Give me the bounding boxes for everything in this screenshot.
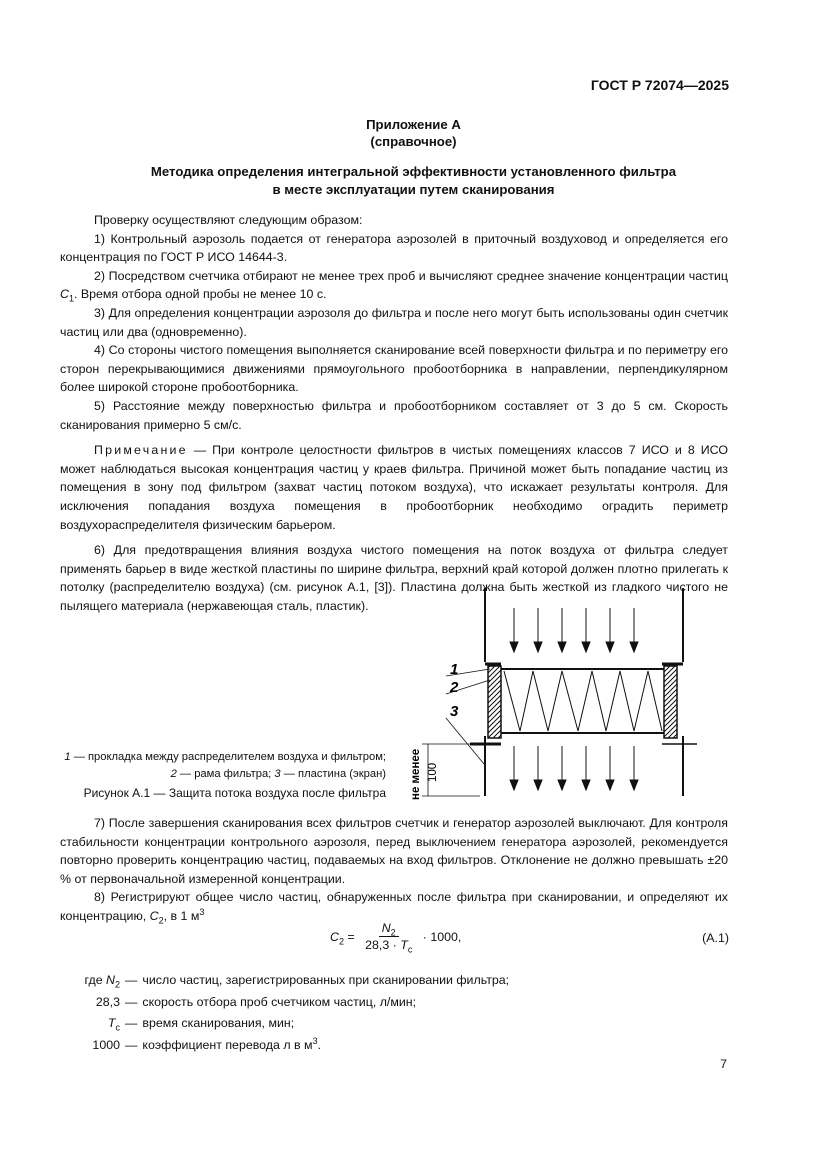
variable-legend [60,970,720,1056]
figure-diagram [400,586,730,800]
dimension-value: 100 [427,762,439,782]
legend-row-1000: 1000 — коэффициент перевода л в $м^3$. [92,1035,322,1052]
legend-row-tc: $T_c$ — время сканирования, мин; [107,1016,295,1033]
appendix-title: Приложение А [366,117,461,132]
procedure-text-continued [60,814,728,926]
callout-3-leader [446,718,484,764]
outflow-arrows [510,746,638,790]
callout-2-label: 2 [450,679,459,696]
note-label: Примечание [94,443,188,458]
section-title-line-1: Методика определения интегральной эффективности установленного фильтра [150,164,677,179]
filter-frame-right [664,666,677,738]
procedure-text [60,211,728,615]
dimension-text: не менее [410,748,422,800]
step-5: 5) Расстояние между поверхностью фильтра и пробоотборником составляет от 3 до 5 см. Скорость сканирования примерно 5 см/с. [60,398,728,432]
document-code: ГОСТ Р 72074—2025 [590,77,729,93]
step-7: 7) После завершения сканирования всех фильтров счетчик и генератор аэрозолей выключают. Для контроля стабильности концентрации контрольного аэрозоля, перед выключением генератора аэрозолей, рекомендуется повторно проверить концентрацию частиц, подаваемых на вход фильтров. Отклонение не должно превышать ±20 % от первоначальной измеренной концентрации. [60,816,728,886]
equation-number: (A.1) [702,931,729,945]
figure-caption: Рисунок А.1 — Защита потока воздуха после фильтра [83,786,386,800]
legend-row-n2: где $N_2$ — число частиц, зарегистрированных при сканировании фильтра; [84,973,510,990]
filter-pleats [504,671,662,731]
figure-legend-line-1: 1 — прокладка между распределителем воздуха и фильтром; [64,751,386,763]
formula-a1: $C_2$ = $\frac{N_2}{28,3 \cdot T_c}$ · 1000, [330,920,462,954]
filter-frame-left [488,666,501,738]
step-8: 8) Регистрируют общее число частиц, обнаруженных после фильтра при сканировании, и определяют их концентрацию, $C_2$, в 1 $м^3$ [60,890,728,926]
legend-row-28-3: 28,3 — скорость отбора проб счетчиком частиц, л/мин; [95,994,417,1009]
section-title-line-2: в месте эксплуатации путем сканирования [272,182,555,197]
step-1: 1) Контрольный аэрозоль подается от генератора аэрозолей в приточный воздуховод и определяется его концентрация по ГОСТ Р ИСО 14644-3. [60,231,728,265]
page-number: 7 [720,1057,727,1071]
step-3: 3) Для определения концентрации аэрозоля до фильтра и после него могут быть использованы один счетчик частиц или два (одновременно). [60,305,728,339]
callout-1-label: 1 [450,661,459,678]
step-2: 2) Посредством счетчика отбирают не менее трех проб и вычисляют среднее значение концентрации частиц $C_1$. Время отбора одной пробы не менее 10 с. [60,268,728,304]
intro-paragraph: Проверку осуществляют следующим образом: [94,213,363,227]
note-paragraph: Примечание — При контроле целостности фильтров в чистых помещениях классов 7 ИСО и 8 ИСО может наблюдаться высокая концентрация частиц у краев фильтра. Причиной может быть попадание частиц из помещения в зону под фильтром (захват частиц потоком воздуха), что искажает результаты контроля. Для исключения попадания воздуха помещения в пробоотборник необходимо оградить периметр воздухораспределителя физическим барьером. [60,443,728,532]
figure-legend-line-2: 2 — рама фильтра; 3 — пластина (экран) [170,768,386,780]
callout-3-label: 3 [450,703,459,720]
appendix-subtitle: (справочное) [370,134,457,149]
formula-fraction: $\frac{N_2}{28,3 \cdot T_c}$ [365,920,413,954]
step-6: 6) Для предотвращения влияния воздуха чистого помещения на поток воздуха от фильтра следует применять барьер в виде жесткой пластины по ширине фильтра, верхний край которой должен плотно прилегать к потолку (распределителю воздуха) (см. рисунок А.1, [3]). Пластина должна быть жесткой из гладкого чистого не пылящего материала (нержавеющая сталь, пластик). [60,543,728,613]
inflow-arrows [510,608,638,652]
step-4: 4) Со стороны чистого помещения выполняется сканирование всей поверхности фильтра и по периметру его сторон перекрывающимися движениями прямоугольного пробоотборника в направлении, перпендикулярном более широкой стороне пробоотборника. [60,343,728,395]
